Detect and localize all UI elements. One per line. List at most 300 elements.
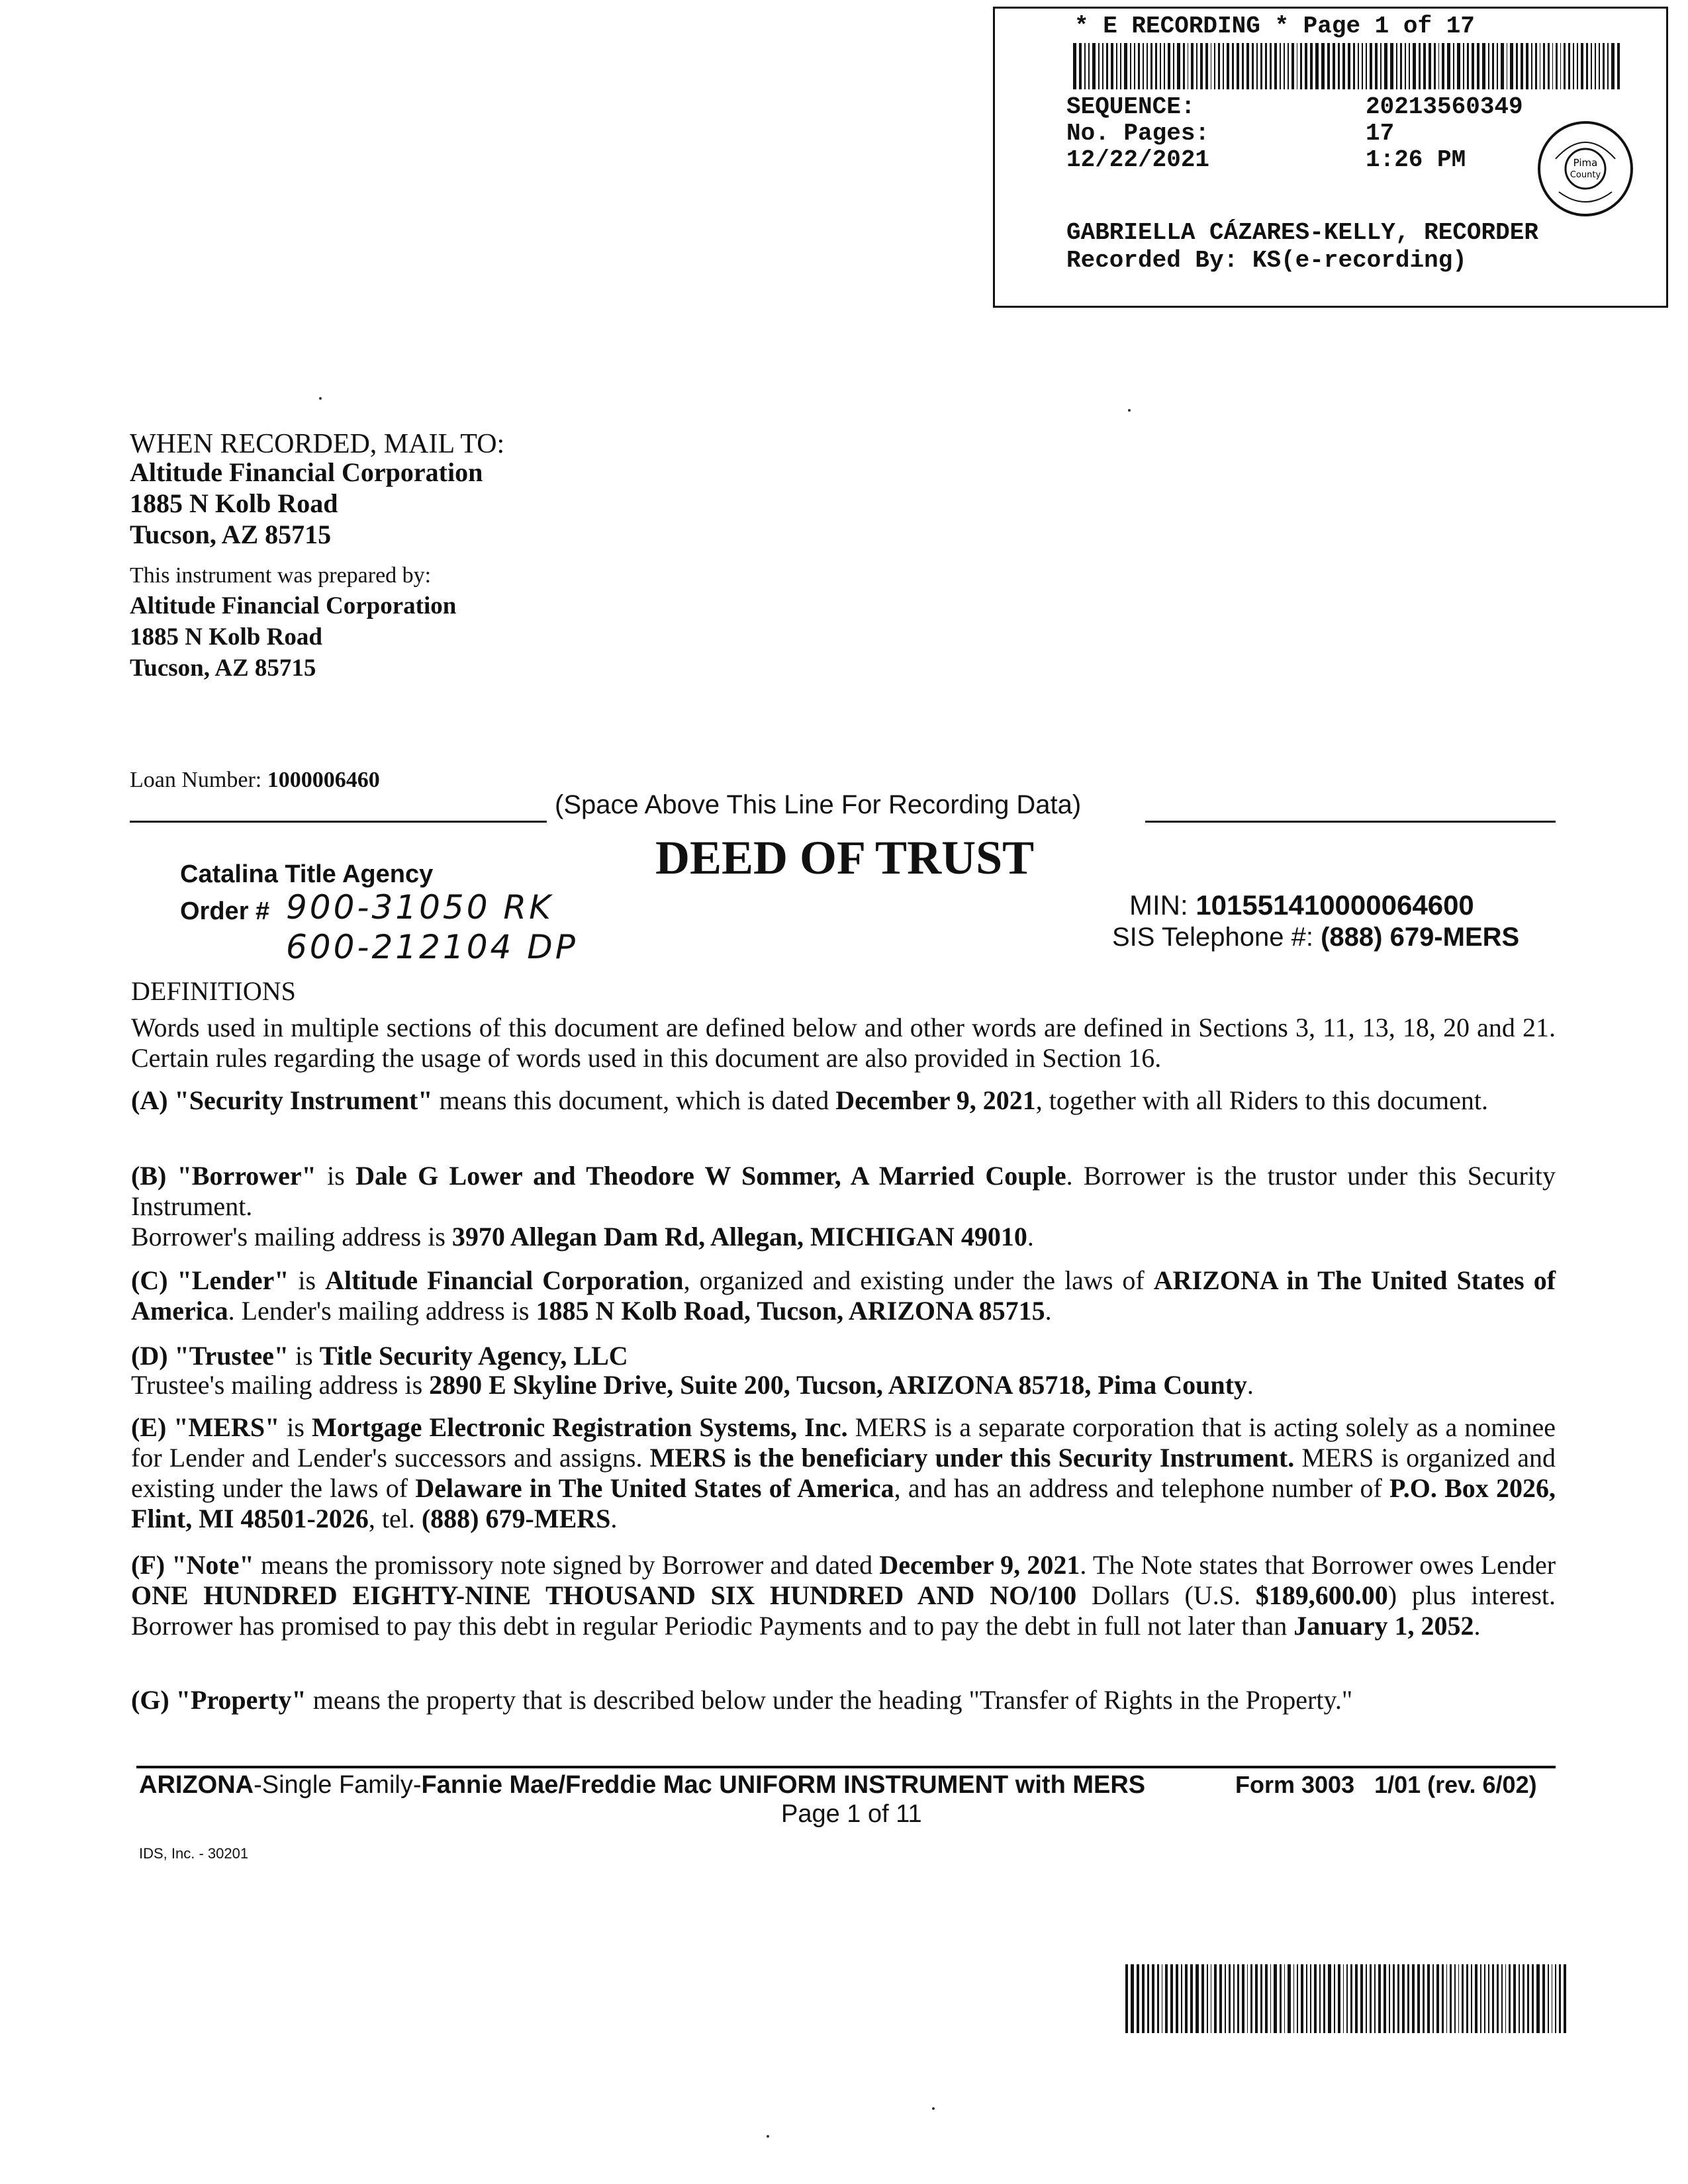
footer-rule [136, 1766, 1556, 1768]
barcode-bar [1270, 43, 1272, 89]
barcode-bar [1229, 1964, 1231, 2033]
definition-c-text-3: . Lender's mailing address is [228, 1296, 536, 1326]
barcode-bar [1274, 1964, 1276, 2033]
barcode-bar [1162, 1964, 1163, 2033]
footer-ids: IDS, Inc. - 30201 [139, 1845, 249, 1862]
definition-c-lender: Altitude Financial Corporation [325, 1265, 684, 1295]
barcode-bar [1405, 43, 1406, 89]
barcode-bar [1501, 1964, 1503, 2033]
definition-e-text-3: MERS is organized and existing under the laws of [131, 1443, 1556, 1503]
barcode-bar [1188, 43, 1189, 89]
barcode-bar [1073, 43, 1076, 89]
barcode-bar [1383, 1964, 1386, 2033]
barcode-bar [1255, 1964, 1258, 2033]
definition-c-address: 1885 N Kolb Road, Tucson, ARIZONA 85715 [536, 1296, 1045, 1326]
barcode-bar [1225, 1964, 1226, 2033]
barcode-bar [1480, 1964, 1481, 2033]
recorded-by: Recorded By: KS(e-recording) [1066, 247, 1467, 274]
definition-lender [131, 1265, 1556, 1326]
barcode-bar [1142, 1964, 1145, 2033]
barcode-bar [1472, 43, 1474, 89]
barcode-bar [1457, 43, 1460, 89]
barcode-bar [1423, 1964, 1425, 2033]
min-label: MIN: [1129, 889, 1188, 921]
barcode-bar [1559, 1964, 1561, 2033]
definition-g-text: means the property that is described below under the heading "Transfer of Rights in the Property." [306, 1685, 1353, 1715]
definition-b-address: 3970 Allegan Dam Rd, Allegan, MICHIGAN 49010 [451, 1222, 1027, 1251]
barcode-bar [1463, 43, 1464, 89]
barcode-bar [1227, 43, 1230, 89]
barcode-bar [1467, 43, 1470, 89]
definition-d-text-2: Trustee's mailing address is [131, 1370, 430, 1400]
sequence-label: SEQUENCE: [1066, 93, 1196, 120]
definition-note [131, 1550, 1556, 1641]
barcode-bar [1488, 1964, 1489, 2033]
barcode-bar [1334, 1964, 1335, 2033]
barcode-bar [1507, 43, 1508, 89]
barcode-bar [1402, 1964, 1405, 2033]
footer-state: ARIZONA [139, 1771, 254, 1799]
recording-header: * E RECORDING * Page 1 of 17 [1074, 13, 1475, 40]
barcode-bar [1396, 43, 1397, 89]
definition-c-text: is [289, 1265, 326, 1295]
barcode-bar [1084, 43, 1086, 89]
definition-f-text-3: Dollars (U.S. [1076, 1580, 1256, 1610]
trustee-mailing-address [131, 1370, 1556, 1400]
barcode-bar [1442, 1964, 1444, 2033]
barcode-bar [1599, 43, 1600, 89]
barcode-bar [1098, 43, 1100, 89]
barcode-bar [1293, 1964, 1295, 2033]
barcode-bar [1617, 43, 1620, 89]
barcode-bar [1120, 43, 1121, 89]
definition-c-text-4: . [1045, 1296, 1052, 1326]
order-number-2: 600-212104 DP [286, 928, 578, 966]
definition-a-text: means this document, which is dated [432, 1085, 836, 1115]
definition-mers [131, 1412, 1556, 1534]
barcode-bar [1577, 43, 1578, 89]
barcode-bar [1207, 1964, 1208, 2033]
barcode-bar [1343, 1964, 1344, 2033]
definition-d-text: is [289, 1341, 320, 1371]
barcode-bar [1301, 1964, 1303, 2033]
barcode-bar [1306, 1964, 1307, 2033]
definition-a-text-2: , together with all Riders to this document. [1035, 1085, 1488, 1115]
barcode-bar [1164, 43, 1165, 89]
barcode-bar [1165, 1964, 1168, 2033]
barcode-bar [1370, 43, 1372, 89]
barcode-bar [1328, 1964, 1331, 2033]
barcode-bar [1419, 43, 1421, 89]
barcode-bar [1288, 43, 1289, 89]
barcode-bar [1555, 1964, 1556, 2033]
definition-security-instrument [131, 1085, 1556, 1116]
sis-value: (888) 679-MERS [1321, 923, 1520, 952]
barcode-bar [1333, 43, 1335, 89]
barcode-bar [1527, 1964, 1529, 2033]
barcode-bar [1088, 43, 1090, 89]
definition-f-amount: $189,600.00 [1255, 1580, 1388, 1610]
definition-e-text-5: , tel. [368, 1504, 422, 1533]
definition-b-label: (B) "Borrower" [131, 1161, 316, 1191]
barcode-bar [1516, 43, 1518, 89]
prepared-by-heading: This instrument was prepared by: [130, 563, 432, 588]
definition-c-jurisdiction: ARIZONA in The United States of America [131, 1265, 1556, 1326]
barcode-bar [1568, 43, 1571, 89]
barcode-bar [1560, 43, 1562, 89]
definition-f-amount-words: ONE HUNDRED EIGHTY-NINE THOUSAND SIX HUNDRED AND NO/100 [131, 1580, 1077, 1610]
barcode-bar [1436, 1964, 1439, 2033]
barcode-bar [1143, 43, 1144, 89]
title-agency: Catalina Title Agency [180, 860, 434, 888]
barcode-bar [1284, 1964, 1286, 2033]
mail-to-street: 1885 N Kolb Road [130, 488, 338, 518]
barcode-bar [1265, 1964, 1268, 2033]
barcode-bar [1265, 43, 1266, 89]
barcode-bar [1466, 1964, 1468, 2033]
barcode-bar [1242, 1964, 1244, 2033]
scan-speck [319, 397, 322, 400]
barcode-bar [1393, 1964, 1395, 2033]
barcode-bar [1611, 43, 1615, 89]
barcode-bar [1310, 43, 1313, 89]
barcode-bar [1531, 43, 1532, 89]
barcode-bar [1092, 43, 1096, 89]
barcode-bar [1321, 43, 1325, 89]
barcode-bar [1497, 1964, 1499, 2033]
barcode-bar [1256, 43, 1258, 89]
county-recorder-seal-icon [1536, 119, 1635, 218]
definition-e-phone: (888) 679-MERS [421, 1504, 611, 1533]
barcode-bar [1237, 1964, 1239, 2033]
definition-b-text: is [316, 1161, 356, 1191]
barcode-bar [1432, 1964, 1434, 2033]
barcode-bar [1450, 1964, 1452, 2033]
definition-e-beneficiary: MERS is the beneficiary under this Security Instrument. [649, 1443, 1295, 1473]
barcode-bar [1564, 1964, 1566, 2033]
barcode-bar [1183, 43, 1185, 89]
definition-e-jurisdiction: Delaware in The United States of America [415, 1473, 894, 1503]
barcode-bar [1232, 43, 1233, 89]
barcode-bar [1510, 43, 1513, 89]
barcode-bar [1124, 43, 1127, 89]
barcode-bar [1607, 43, 1609, 89]
barcode-bar [1196, 43, 1197, 89]
barcode-bar [1412, 1964, 1415, 2033]
definitions-heading: DEFINITIONS [131, 976, 296, 1006]
barcode-bar [1297, 1964, 1298, 2033]
order-label: Order # [180, 897, 270, 925]
definition-borrower [131, 1161, 1556, 1222]
barcode-bar [1338, 43, 1340, 89]
barcode-bar [1366, 1964, 1367, 2033]
mail-to-city: Tucson, AZ 85715 [130, 520, 332, 549]
barcode-bar [1513, 1964, 1516, 2033]
barcode-bar [1160, 43, 1161, 89]
barcode-bar [1223, 43, 1224, 89]
barcode-bar [1181, 1964, 1182, 2033]
barcode-bar [1196, 1964, 1198, 2033]
barcode-bar [1284, 43, 1285, 89]
barcode-bar [1079, 43, 1082, 89]
recording-data-rule-right [1145, 821, 1556, 823]
definition-c-text-2: , organized and existing under the laws of [683, 1265, 1154, 1295]
barcode-bar [1446, 1964, 1448, 2033]
definition-c-label: (C) "Lender" [131, 1265, 289, 1295]
barcode-bar [1492, 43, 1495, 89]
loan-number-label: Loan Number: [130, 768, 262, 792]
barcode-bar [1434, 43, 1436, 89]
definition-g-label: (G) "Property" [131, 1685, 306, 1715]
definition-f-maturity: January 1, 2052 [1293, 1611, 1474, 1641]
recording-barcode [1073, 43, 1622, 89]
barcode-bar [1323, 1964, 1326, 2033]
barcode-bar [1471, 1964, 1472, 2033]
barcode-bar [1291, 43, 1294, 89]
pages-value: 17 [1366, 120, 1395, 147]
barcode-bar [1176, 1964, 1178, 2033]
loan-number [130, 768, 380, 793]
barcode-bar [1280, 1964, 1282, 2033]
barcode-bar [1214, 1964, 1217, 2033]
barcode-bar [1116, 43, 1117, 89]
barcode-bar [1360, 1964, 1363, 2033]
barcode-bar [1564, 43, 1565, 89]
barcode-bar [1305, 43, 1307, 89]
barcode-bar [1552, 43, 1554, 89]
barcode-bar [1315, 43, 1319, 89]
scan-speck [767, 2135, 769, 2138]
barcode-bar [1205, 43, 1208, 89]
barcode-bar [1150, 43, 1153, 89]
footer-form-number: Form 3003 1/01 (rev. 6/02) [1235, 1771, 1537, 1798]
definitions-intro: Words used in multiple sections of this document are defined below and other words are defined in Sections 3, 11, 13, 18, 20 and 21. Certain rules regarding the usage of words used in this document are also provided in Section 16. [131, 1013, 1556, 1073]
definition-f-date: December 9, 2021 [879, 1550, 1080, 1580]
footer-form-type: -Single Family- [254, 1771, 422, 1799]
barcode-bar [1260, 1964, 1262, 2033]
barcode-bar [1297, 43, 1298, 89]
barcode-bar [1586, 43, 1588, 89]
barcode-bar [1390, 43, 1393, 89]
order-number-1: 900-31050 RK [286, 888, 553, 927]
barcode-bar [1523, 1964, 1524, 2033]
barcode-bar [1409, 43, 1410, 89]
barcode-bar [1370, 1964, 1372, 2033]
barcode-bar [1211, 43, 1212, 89]
barcode-bar [1542, 1964, 1545, 2033]
barcode-bar [1270, 1964, 1272, 2033]
barcode-bar [1190, 1964, 1193, 2033]
definition-e-text: is [279, 1412, 312, 1442]
barcode-bar [1454, 1964, 1456, 2033]
recording-date: 12/22/2021 [1066, 146, 1210, 173]
barcode-bar [1458, 1964, 1460, 2033]
barcode-bar [1134, 43, 1135, 89]
barcode-bar [1353, 43, 1354, 89]
barcode-bar [1218, 43, 1220, 89]
barcode-bar [1242, 43, 1244, 89]
barcode-bar [1521, 43, 1523, 89]
borrower-mailing-address [131, 1222, 1556, 1252]
barcode-bar [1246, 43, 1250, 89]
barcode-bar [1366, 43, 1367, 89]
barcode-bar [1168, 43, 1171, 89]
barcode-bar [1573, 43, 1574, 89]
footer-instrument: Fannie Mae/Freddie Mac UNIFORM INSTRUMENT with MERS [421, 1771, 1146, 1799]
barcode-bar [1346, 1964, 1348, 2033]
barcode-bar [1427, 1964, 1430, 2033]
barcode-bar [1540, 43, 1541, 89]
barcode-bar [1130, 43, 1131, 89]
definition-d-trustee: Title Security Agency, LLC [319, 1341, 628, 1371]
barcode-bar [1378, 1964, 1381, 2033]
barcode-bar [1380, 43, 1382, 89]
barcode-bar [1374, 1964, 1376, 2033]
loan-number-value: 1000006460 [267, 768, 380, 792]
barcode-bar [1492, 1964, 1494, 2033]
definition-f-text-5: . [1474, 1611, 1481, 1641]
barcode-bar [1157, 1964, 1159, 2033]
barcode-bar [1389, 1964, 1390, 2033]
barcode-bar [1535, 43, 1537, 89]
barcode-bar [1355, 1964, 1358, 2033]
barcode-bar [1152, 1964, 1154, 2033]
barcode-bar [1447, 43, 1450, 89]
recording-data-rule-left [130, 821, 547, 823]
min-number [1129, 889, 1474, 921]
sis-telephone [1112, 923, 1519, 952]
barcode-bar [1138, 43, 1140, 89]
barcode-bar [1477, 43, 1479, 89]
barcode-bar [1429, 43, 1430, 89]
barcode-bar [1536, 1964, 1539, 2033]
document-title: DEED OF TRUST [655, 831, 1035, 884]
barcode-bar [1475, 1964, 1477, 2033]
mail-to-heading: WHEN RECORDED, MAIL TO: [130, 429, 505, 459]
barcode-bar [1532, 1964, 1534, 2033]
definition-b-text-2: . Borrower is the trustor under this Security Instrument. [131, 1161, 1556, 1221]
definition-d-text-3: . [1246, 1370, 1254, 1400]
barcode-bar [1442, 43, 1444, 89]
barcode-bar [1397, 1964, 1399, 2033]
barcode-bar [1177, 43, 1180, 89]
barcode-bar [1247, 1964, 1248, 2033]
barcode-bar [1280, 43, 1281, 89]
definition-property [131, 1685, 1556, 1715]
barcode-bar [1375, 43, 1378, 89]
pages-label: No. Pages: [1066, 120, 1210, 147]
barcode-bar [1509, 1964, 1511, 2033]
barcode-bar [1342, 43, 1344, 89]
min-value: 101551410000064600 [1196, 889, 1474, 921]
definition-e-mers-name: Mortgage Electronic Registration Systems, Inc. [311, 1412, 848, 1442]
barcode-bar [1111, 43, 1113, 89]
barcode-bar [1211, 1964, 1212, 2033]
barcode-bar [1484, 1964, 1485, 2033]
barcode-bar [1453, 43, 1454, 89]
definition-b-borrowers: Dale G Lower and Theodore W Sommer, A Married Couple [355, 1161, 1066, 1191]
barcode-bar [1548, 43, 1550, 89]
barcode-bar [1137, 1964, 1139, 2033]
recording-time: 1:26 PM [1366, 146, 1466, 173]
definition-e-address: P.O. Box 2026, Flint, MI 48501-2026 [131, 1473, 1556, 1533]
barcode-bar [1497, 43, 1498, 89]
barcode-bar [1170, 1964, 1173, 2033]
definition-a-date: December 9, 2021 [835, 1085, 1036, 1115]
barcode-bar [1358, 43, 1359, 89]
barcode-bar [1548, 1964, 1549, 2033]
barcode-bar [1260, 43, 1262, 89]
barcode-bar [1310, 1964, 1311, 2033]
barcode-bar [1462, 1964, 1464, 2033]
barcode-bar [1413, 43, 1416, 89]
definition-e-label: (E) "MERS" [131, 1412, 280, 1442]
definition-f-text: means the promissory note signed by Borrower and dated [254, 1550, 880, 1580]
space-above-line: (Space Above This Line For Recording Data) [555, 790, 1082, 819]
barcode-bar [1237, 43, 1239, 89]
barcode-bar [1319, 1964, 1321, 2033]
svg-text:Pima: Pima [1573, 157, 1598, 169]
prepared-by-city: Tucson, AZ 85715 [130, 655, 316, 682]
barcode-bar [1348, 43, 1351, 89]
barcode-bar [1173, 43, 1174, 89]
barcode-bar [1400, 43, 1402, 89]
barcode-bar [1501, 43, 1504, 89]
barcode-bar [1250, 1964, 1252, 2033]
scan-speck [932, 2107, 935, 2110]
barcode-bar [1543, 43, 1544, 89]
barcode-bar [1131, 1964, 1133, 2033]
barcode-bar [1556, 43, 1557, 89]
barcode-bar [1384, 43, 1387, 89]
barcode-bar [1407, 1964, 1409, 2033]
barcode-bar [1233, 1964, 1235, 2033]
definition-d-label: (D) "Trustee" [131, 1341, 289, 1371]
barcode-bar [1147, 43, 1148, 89]
barcode-bar [1488, 43, 1489, 89]
barcode-bar [1191, 43, 1193, 89]
barcode-bar [1482, 43, 1485, 89]
barcode-bar [1274, 43, 1276, 89]
definition-f-text-4: ) plus interest. Borrower has promised to pay this debt in regular Periodic Payments and to pay the debt in full not later than [131, 1580, 1556, 1641]
barcode-bar [1200, 43, 1203, 89]
barcode-bar [1300, 43, 1301, 89]
barcode-bar [1552, 1964, 1553, 2033]
barcode-bar [1314, 1964, 1317, 2033]
barcode-bar [1214, 43, 1215, 89]
barcode-bar [1147, 1964, 1149, 2033]
definition-trustee [131, 1341, 1556, 1371]
barcode-bar [1438, 43, 1440, 89]
barcode-bar [1417, 1964, 1420, 2033]
footer-form-title [139, 1771, 1145, 1799]
barcode-bar [1327, 43, 1331, 89]
barcode-bar [1350, 1964, 1352, 2033]
barcode-bar [1423, 43, 1427, 89]
definition-d-address: 2890 E Skyline Drive, Suite 200, Tucson, ARIZONA 85718, Pima County [429, 1370, 1247, 1400]
barcode-bar [1125, 1964, 1128, 2033]
barcode-bar [1603, 43, 1605, 89]
barcode-bar [1338, 1964, 1340, 2033]
barcode-bar [1252, 43, 1253, 89]
scan-speck [1128, 409, 1131, 412]
barcode-bar [1185, 1964, 1188, 2033]
barcode-bar [1591, 43, 1592, 89]
barcode-bar [1519, 1964, 1520, 2033]
barcode-bar [1288, 1964, 1290, 2033]
prepared-by-street: 1885 N Kolb Road [130, 623, 322, 651]
barcode-bar [1505, 1964, 1507, 2033]
